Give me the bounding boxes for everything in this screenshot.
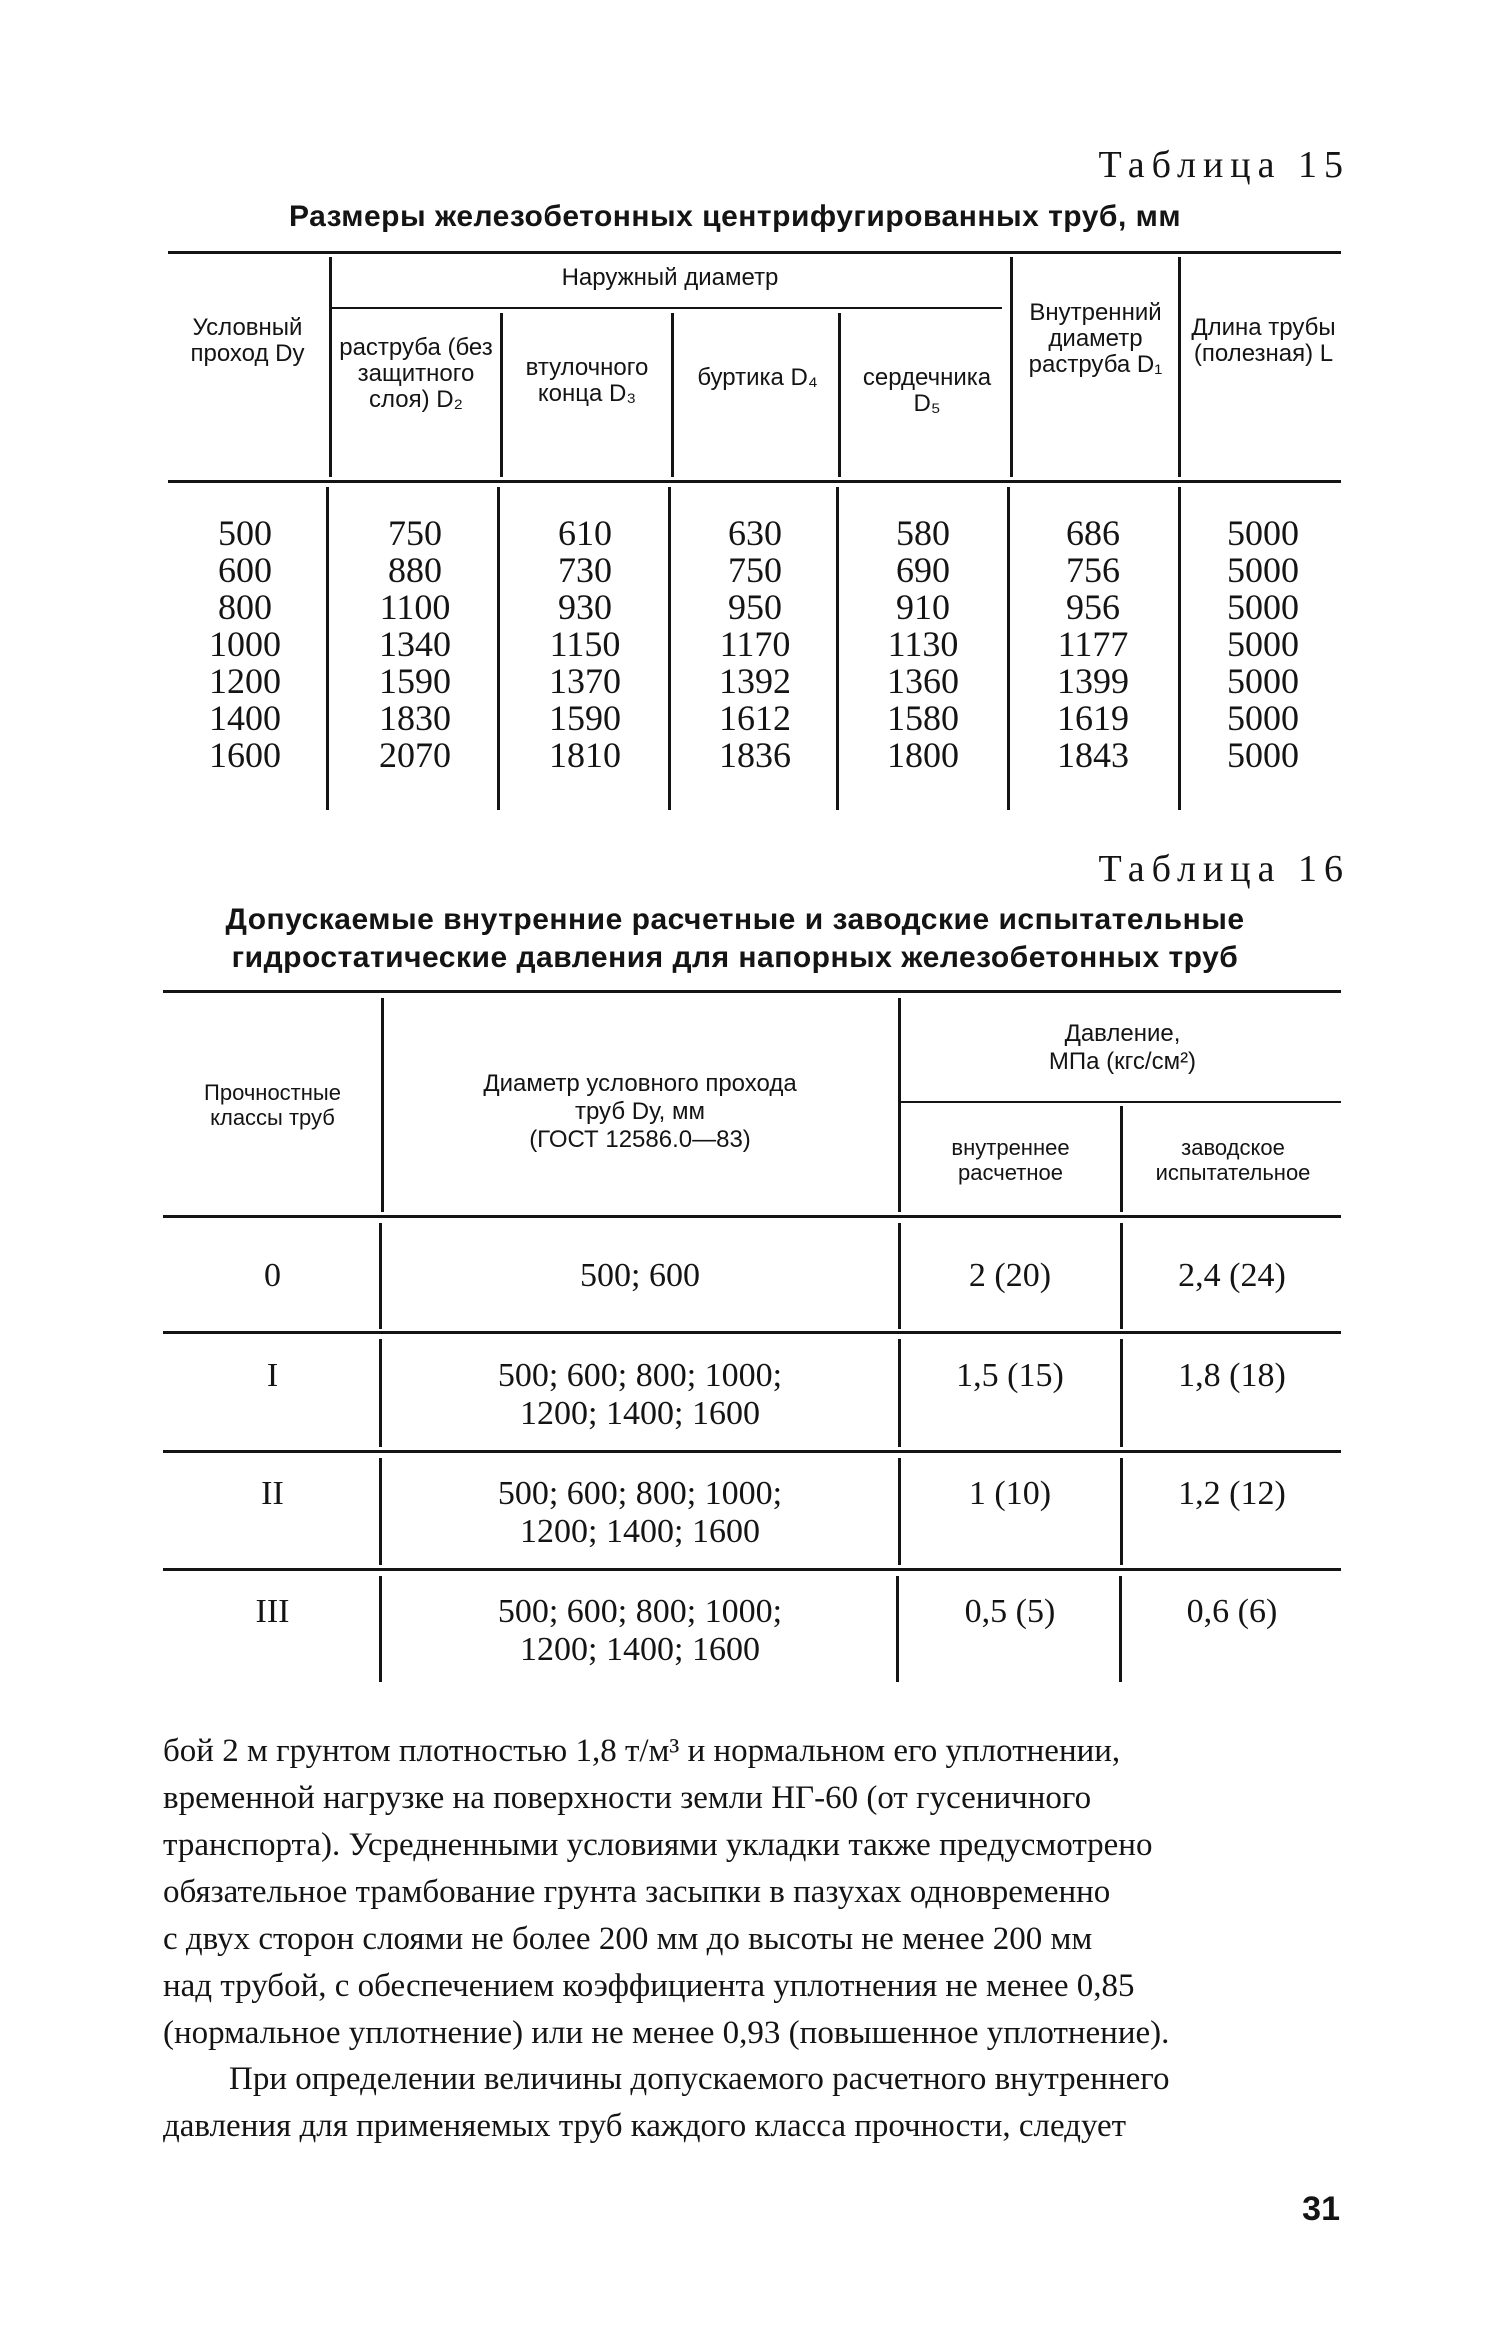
table-cell: 580 [896,513,950,553]
table-cell: 1150 [549,624,621,664]
text-line: с двух сторон слоями не более 200 мм до высоты не менее 200 мм [163,1921,1093,1957]
t15-header-d3: втулочного конца D₃ [525,354,649,407]
cell-line: 1200; 1400; 1600 [520,1395,760,1432]
cell-line: 500; 600; 800; 1000; [497,1475,783,1512]
table-cell: 730 [558,550,612,590]
t15-col-l [1183,515,1343,774]
t16-header-factory [1125,1135,1341,1185]
t15-header-d2: раструба (без защитного слоя) D₂ [339,334,493,413]
table-cell: 686 [1066,513,1120,553]
t16-cell-class: I [266,1357,279,1394]
table-cell: 1130 [887,624,959,664]
table-cell: 5000 [1227,698,1299,738]
table-cell: 950 [728,587,782,627]
table-cell: 800 [218,587,272,627]
table-cell: 2070 [379,735,451,775]
table-cell: 1810 [549,735,621,775]
table-cell: 5000 [1227,587,1299,627]
table-cell: 1399 [1057,661,1129,701]
cell-line: 500; 600; 800; 1000; [497,1357,783,1394]
table-cell: 880 [388,550,442,590]
table-cell: 910 [896,587,950,627]
table-cell: 500 [218,513,272,553]
table-cell: 1340 [379,624,451,664]
t16-cell-internal: 2 (20) [968,1257,1052,1294]
table-cell: 5000 [1227,624,1299,664]
t16-cell-class: II [261,1475,284,1512]
table16-title-line1: Допускаемые внутренние расчетные и заводские испытательные [225,903,1245,936]
header-line: расчетное [958,1160,1063,1185]
table-cell: 956 [1066,587,1120,627]
t16-cell-diameter [390,1357,890,1433]
t15-col-d4 [675,515,835,774]
t15-header-l: Длина трубы (полезная) L [1191,314,1336,367]
t15-header-d4: буртика D₄ [697,364,818,391]
t16-cell-class: III [255,1593,290,1630]
table-cell: 5000 [1227,735,1299,775]
header-line: МПа (кгс/см²) [1048,1048,1197,1075]
header-line: заводское [1181,1135,1285,1160]
t15-header-d5: сердечника D₅ [862,364,992,417]
table-cell: 1000 [209,624,281,664]
t15-col-d2 [335,515,495,774]
header-line: Давление, [1064,1020,1181,1047]
t16-cell-factory: 1,2 (12) [1178,1475,1286,1512]
t16-header-pressure [905,1020,1340,1076]
table-cell: 1177 [1057,624,1129,664]
table-cell: 1200 [209,661,281,701]
cell-line: 500; 600; 800; 1000; [497,1593,783,1630]
table-cell: 600 [218,550,272,590]
table-cell: 1619 [1057,698,1129,738]
table-cell: 750 [728,550,782,590]
table-cell: 690 [896,550,950,590]
table-cell: 1370 [549,661,621,701]
table-cell: 1400 [209,698,281,738]
table-cell: 5000 [1227,550,1299,590]
text-line: бой 2 м грунтом плотностью 1,8 т/м³ и нормальном его уплотнении, [163,1733,1121,1769]
table16-label: Таблица 16 [1098,848,1350,890]
table-cell: 1830 [379,698,451,738]
paragraph-2 [163,2056,1343,2150]
t16-header-class [170,1080,375,1130]
header-line: (ГОСТ 12586.0—83) [529,1126,751,1153]
table-cell: 1170 [719,624,791,664]
table-cell: 750 [388,513,442,553]
t15-col-d5 [843,515,1003,774]
page-number: 31 [1302,2190,1340,2228]
t15-col-d3 [505,515,665,774]
header-line: внутреннее [951,1135,1070,1160]
text-line: временной нагрузке на поверхности земли НГ-60 (от гусеничного [163,1780,1092,1816]
t16-cell-factory: 0,6 (6) [1186,1593,1278,1630]
text-line: давления для применяемых труб каждого класса прочности, следует [163,2108,1127,2144]
table-cell: 1800 [887,735,959,775]
table15-label: Таблица 15 [1098,144,1350,186]
text-line: транспорта). Усредненными условиями укладки также предусмотрено [163,1827,1153,1863]
cell-line: 1200; 1400; 1600 [520,1631,760,1668]
t16-cell-factory: 1,8 (18) [1178,1357,1286,1394]
cell-line: 1200; 1400; 1600 [520,1513,760,1550]
t16-cell-class: 0 [264,1257,281,1294]
table-cell: 630 [728,513,782,553]
t15-col-d1 [1013,515,1173,774]
table-cell: 5000 [1227,513,1299,553]
header-line: испытательное [1155,1160,1311,1185]
table15-title: Размеры железобетонных центрифугированных труб, мм [288,200,1182,233]
t15-col-dy [170,515,320,774]
text-line: обязательное трамбование грунта засыпки в пазухах одновременно [163,1874,1111,1910]
header-line: труб Dу, мм [574,1098,706,1125]
table-cell: 1580 [887,698,959,738]
header-line: Прочностные [204,1080,341,1105]
table-cell: 1590 [379,661,451,701]
paragraph-1 [163,1728,1343,2057]
table-cell: 756 [1066,550,1120,590]
table-cell: 610 [558,513,612,553]
t16-header-internal [903,1135,1118,1185]
table-cell: 1836 [719,735,791,775]
text-line: над трубой, с обеспечением коэффициента уплотнения не менее 0,85 [163,1968,1135,2004]
t16-cell-internal: 1,5 (15) [956,1357,1064,1394]
text-line: При определении величины допускаемого расчетного внутреннего [229,2061,1170,2097]
t15-header-outer-diameter: Наружный диаметр [561,264,779,291]
table-cell: 5000 [1227,661,1299,701]
table-cell: 1612 [719,698,791,738]
table-cell: 1360 [887,661,959,701]
table-cell: 1100 [379,587,451,627]
t16-cell-diameter [390,1475,890,1551]
table-cell: 1392 [719,661,791,701]
t16-cell-diameter [390,1593,890,1669]
header-line: Диаметр условного прохода [483,1070,797,1097]
t16-cell-diameter: 500; 600 [580,1257,700,1294]
t16-cell-factory: 2,4 (24) [1178,1257,1286,1294]
table16-title-line2: гидростатические давления для напорных железобетонных труб [231,941,1239,974]
t16-cell-internal: 0,5 (5) [964,1593,1056,1630]
t15-header-dy: Условный проход Dу [190,314,305,367]
table-cell: 930 [558,587,612,627]
text-line: (нормальное уплотнение) или не менее 0,93 (повышенное уплотнение). [163,2015,1170,2051]
t15-header-d1: Внутренний диаметр раструба D₁ [1028,299,1163,378]
table-cell: 1843 [1057,735,1129,775]
t16-cell-internal: 1 (10) [968,1475,1052,1512]
table-cell: 1600 [209,735,281,775]
t16-header-diameter [390,1070,890,1154]
table-cell: 1590 [549,698,621,738]
header-line: классы труб [210,1105,335,1130]
